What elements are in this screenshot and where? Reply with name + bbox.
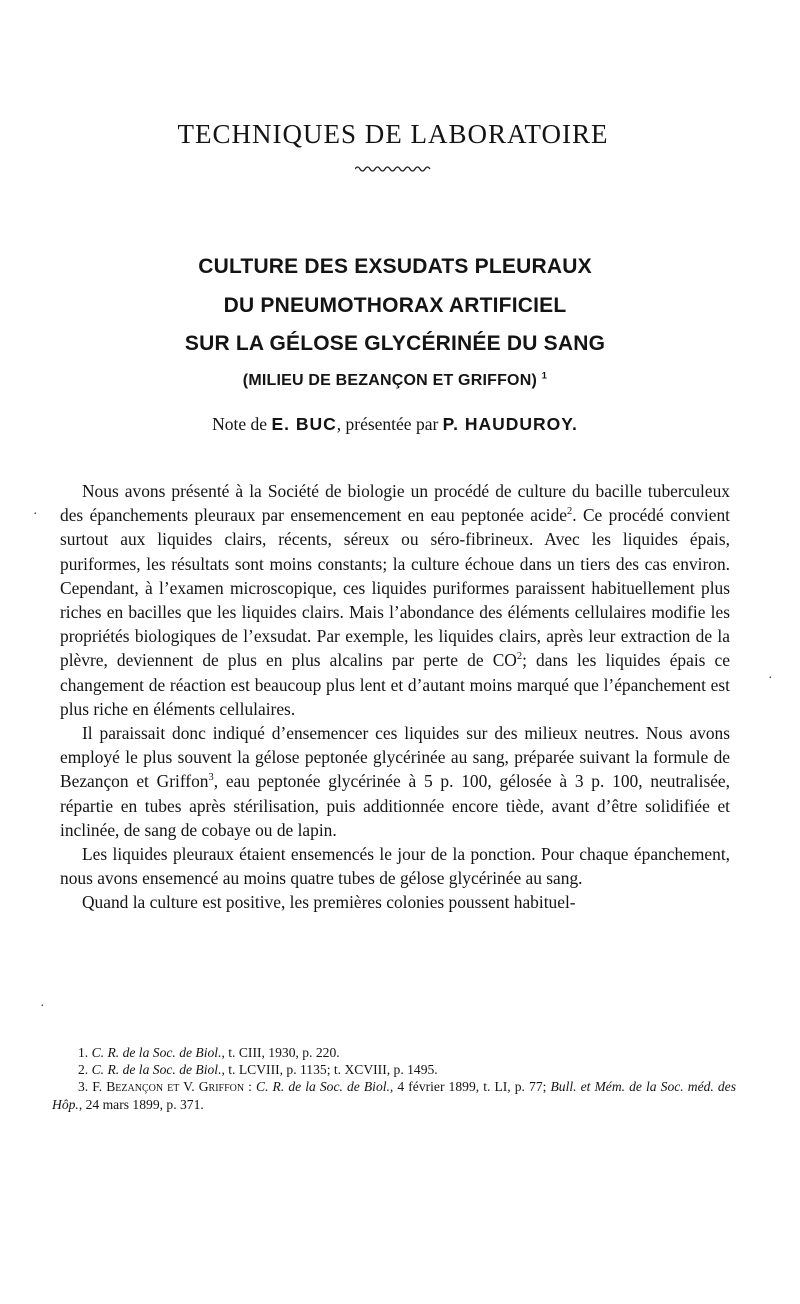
- paragraph-1: [60, 479, 730, 721]
- footnote-2: [52, 1061, 736, 1078]
- footnote-ref-2: 2: [566, 506, 573, 518]
- footnote-ref-1: 1: [541, 370, 548, 382]
- paragraph-1-text-c: ; dans les liquides épais ce changement de réaction est beaucoup plus lent et d’autant moins marqué que l’épanchement est plus riche en éléments cellulaires.: [60, 650, 730, 719]
- subtitle-text: (MILIEU DE BEZANÇON ET GRIFFON): [242, 372, 537, 389]
- footnote-1-number: 1.: [78, 1045, 89, 1060]
- paragraph-4: Quand la culture est positive, les premières colonies poussent habituel-: [82, 892, 576, 913]
- footnote-3-authors: F. Bezançon et V. Griffon: [92, 1079, 245, 1095]
- footnote-ref-3: 3: [208, 772, 214, 784]
- footnote-3-number: 3.: [78, 1079, 89, 1095]
- footnote-3-details-1: , 4 février 1899, t. LI, p. 77;: [389, 1079, 547, 1095]
- paragraph-2-text-b: , eau peptonée glycérinée à 5 p. 100, gélosée à 3 p. 100, neutralisée, répartie en tubes après stérilisation, puis additionnée encore tiède, avant d’être solidifiée et inclinée, de sang de cobaye ou de lapin.: [60, 771, 730, 840]
- footnotes: [52, 1044, 736, 1113]
- footnote-3-separator: :: [244, 1079, 257, 1095]
- footnote-1-source: C. R. de la Soc. de Biol.: [91, 1045, 222, 1060]
- author-name: E. BUC: [271, 414, 337, 434]
- article-title-line-1: CULTURE DES EXSUDATS PLEURAUX: [198, 255, 592, 278]
- presenter-name: P. HAUDUROY.: [442, 414, 578, 434]
- margin-mark: ·: [33, 507, 38, 522]
- footnote-3-source-1: C. R. de la Soc. de Biol.: [256, 1079, 390, 1095]
- footnote-3-source-2: Bull. et Mém. de la Soc. méd. des Hôp.: [52, 1079, 736, 1112]
- co2-subscript: 2: [516, 651, 523, 663]
- margin-mark: ·: [40, 999, 45, 1014]
- footnote-1: [52, 1044, 736, 1061]
- footnote-1-details: , t. CIII, 1930, p. 220.: [221, 1045, 340, 1060]
- footnote-2-source: C. R. de la Soc. de Biol.: [91, 1062, 222, 1078]
- section-heading: TECHNIQUES DE LABORATOIRE: [177, 119, 609, 149]
- article-title-line-2: DU PNEUMOTHORAX ARTIFICIEL: [223, 294, 567, 317]
- footnote-2-number: 2.: [78, 1062, 89, 1078]
- note-middle: , présentée par: [336, 414, 439, 434]
- note-prefix: Note de: [212, 414, 268, 434]
- paragraph-3: Les liquides pleuraux étaient ensemencés le jour de la ponction. Pour chaque épanchement, nous avons ensemencé au moins quatre tubes de gélose glycérinée au sang.: [60, 844, 730, 889]
- article-title-line-3: SUR LA GÉLOSE GLYCÉRINÉE DU SANG: [184, 332, 606, 355]
- footnote-3: [52, 1078, 736, 1112]
- wavy-rule-ornament: [355, 164, 431, 174]
- footnote-3-details-2: , 24 mars 1899, p. 371.: [78, 1096, 204, 1112]
- footnote-2-details: , t. LCVIII, p. 1135; t. XCVIII, p. 1495.: [221, 1062, 438, 1078]
- paragraph-2: [60, 721, 730, 842]
- margin-mark: ·: [768, 671, 773, 686]
- article-subtitle: [0, 370, 790, 392]
- paragraph-2-text-a: Il paraissait donc indiqué d’ensemencer ces liquides sur des milieux neutres. Nous avons employé le plus souvent la gélose peptonée glycérinée au sang, préparée suivant la formule de Bezançon et Griffon: [60, 723, 730, 792]
- article-body: [60, 479, 730, 915]
- paragraph-1-text-b: . Ce procédé convient surtout aux liquides clairs, récents, séreux ou séro-fibrineux. Avec les liquides épais, puriformes, les résultats sont moins constants; la culture échoue dans un tiers des cas environ. Cependant, à l’examen microscopique, ces liquides puriformes paraissent habituellement plus riches en bacilles que les liquides clairs. Mais l’abondance des éléments cellulaires modifie les propriétés biologiques de l’exsudat. Par exemple, les liquides clairs, après leur extraction de la plèvre, deviennent de plus en plus alcalins par perte de CO: [60, 505, 730, 671]
- author-note-line: [0, 412, 790, 436]
- paragraph-1-text-a: Nous avons présenté à la Société de biologie un procédé de culture du bacille tuberculeux des épanchements pleuraux par ensemencement en eau peptonée acide: [60, 481, 730, 526]
